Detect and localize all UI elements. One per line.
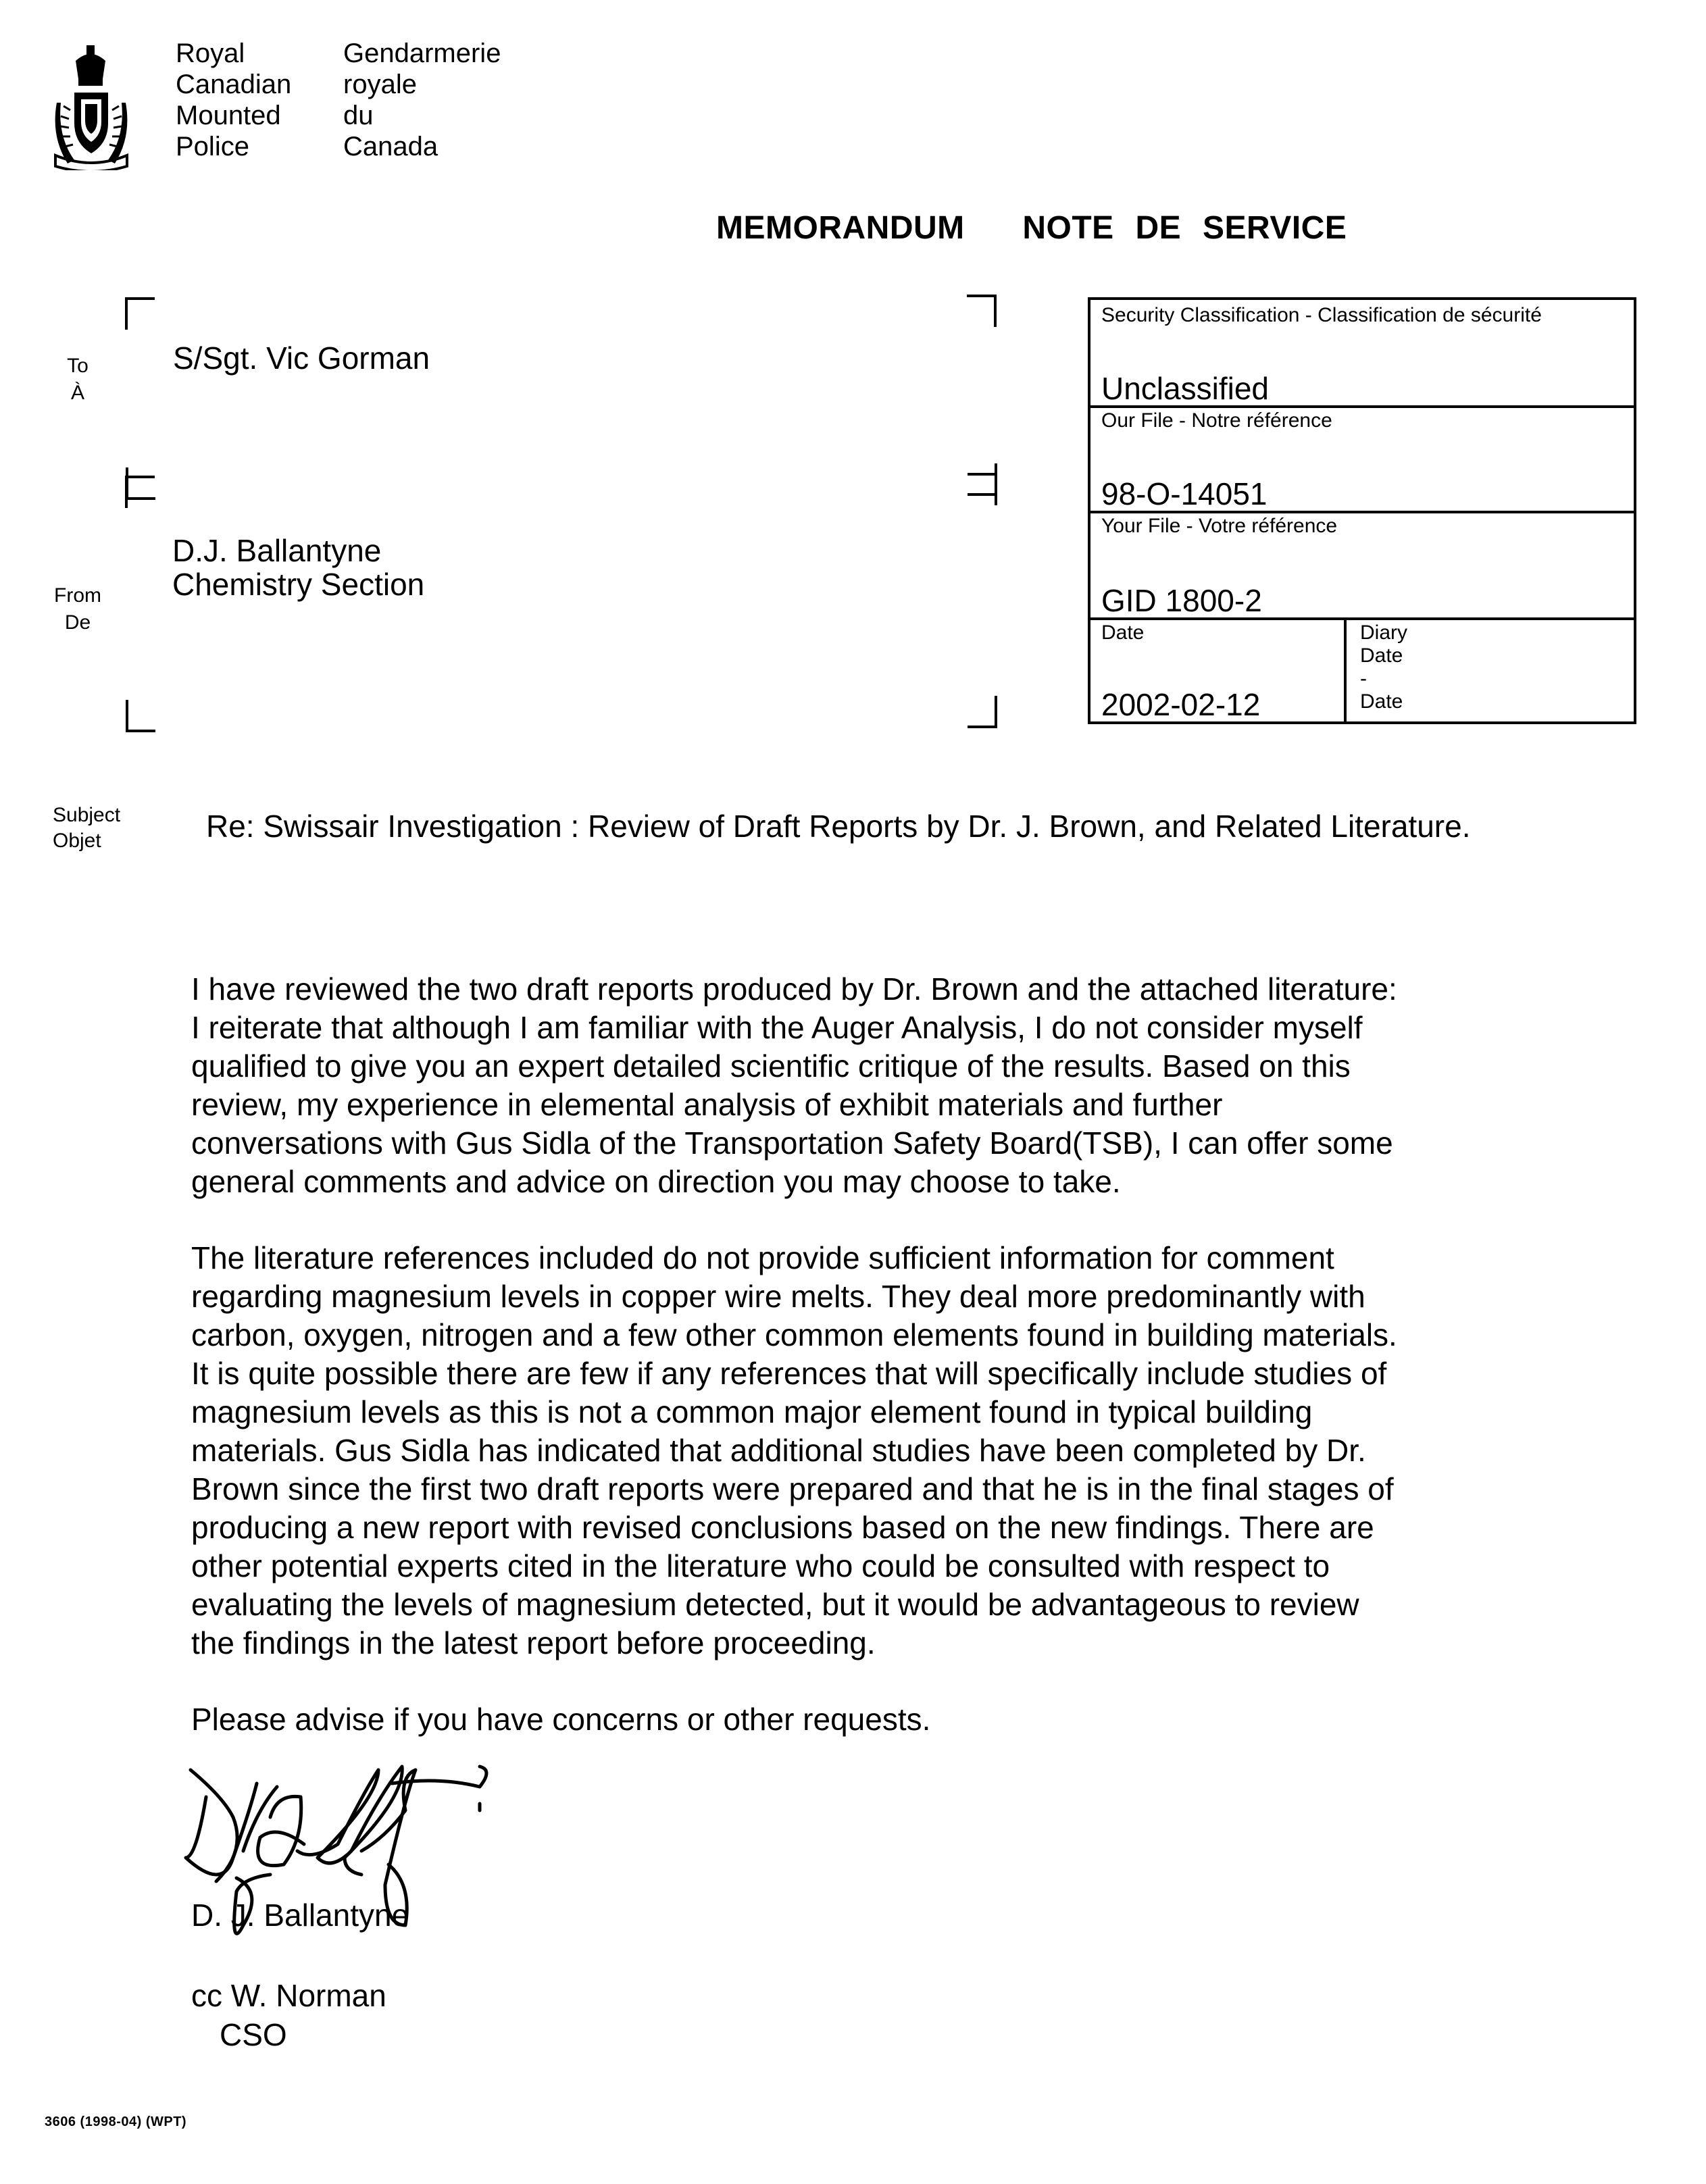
date-value: 2002-02-12	[1101, 687, 1261, 722]
body-line: Brown since the first two draft reports were prepared and that he is in the final stages of	[191, 1471, 1394, 1506]
subject-label	[53, 803, 141, 854]
date-label: Date	[1101, 621, 1145, 644]
cc-recipient: cc W. Norman	[191, 1978, 386, 2013]
date-divider	[1344, 617, 1408, 724]
from-bracket-top-right	[968, 473, 997, 505]
to-bracket-top-right	[967, 295, 997, 327]
from-label	[44, 582, 111, 636]
date-row	[1090, 617, 1634, 724]
body-line: carbon, oxygen, nitrogen and a few other common elements found in building materials.	[191, 1317, 1397, 1352]
org-name-fr	[343, 38, 501, 162]
your-file-value: GID 1800-2	[1101, 583, 1262, 618]
org-name-fr-line: royale	[343, 70, 417, 99]
diary-date-label: Diary Date - Date	[1360, 621, 1408, 713]
body-line: evaluating the levels of magnesium detected, but it would be advantageous to review	[191, 1587, 1359, 1622]
to-label	[54, 353, 101, 407]
subject-text: Re: Swissair Investigation : Review of Draft Reports by Dr. J. Brown, and Related Literature.	[206, 809, 1471, 844]
from-bracket-bottom-right	[968, 696, 997, 728]
body-line: I reiterate that although I am familiar with the Auger Analysis, I do not consider myself	[191, 1010, 1363, 1045]
our-file-value: 98-O-14051	[1101, 476, 1268, 511]
body-line: qualified to give you an expert detailed scientific critique of the results. Based on this	[191, 1048, 1351, 1084]
memo-body	[191, 970, 1542, 1777]
body-line: magnesium levels as this is not a common major element found in typical building	[191, 1394, 1313, 1429]
body-line: Please advise if you have concerns or other requests.	[191, 1702, 931, 1737]
our-file-label: Our File - Notre référence	[1101, 409, 1332, 432]
your-file-label: Your File - Votre référence	[1101, 515, 1338, 537]
our-file-cell	[1090, 405, 1634, 513]
from-label-en: From	[54, 584, 101, 607]
org-name-en-line: Mounted	[176, 101, 281, 130]
org-name-fr-line: du	[343, 101, 374, 130]
body-line: general comments and advice on direction you may choose to take.	[191, 1164, 1121, 1199]
body-line: materials. Gus Sidla has indicated that additional studies have been completed by Dr.	[191, 1433, 1366, 1468]
from-sender	[172, 534, 424, 601]
body-line: conversations with Gus Sidla of the Transportation Safety Board(TSB), I can offer some	[191, 1125, 1393, 1161]
body-line: It is quite possible there are few if any references that will specifically include studies of	[191, 1356, 1387, 1391]
security-classification-value: Unclassified	[1101, 371, 1269, 406]
subject-label-en: Subject	[53, 804, 121, 826]
org-name-en-line: Royal	[176, 39, 245, 68]
to-recipient-line: S/Sgt. Vic Gorman	[173, 340, 430, 376]
from-bracket-top-left	[125, 476, 155, 508]
org-name-en-line: Canadian	[176, 70, 292, 99]
org-name-en	[176, 38, 291, 162]
from-bracket-bottom-left	[126, 700, 155, 732]
body-paragraph-1	[191, 970, 1542, 1201]
body-line: producing a new report with revised conclusions based on the new findings. There are	[191, 1510, 1374, 1545]
cc-block	[191, 1976, 386, 2054]
body-line: regarding magnesium levels in copper wire melts. They deal more predominantly with	[191, 1279, 1365, 1314]
from-sender-line: Chemistry Section	[172, 567, 425, 602]
from-label-fr: De	[64, 611, 91, 634]
body-line: review, my experience in elemental analysis of exhibit materials and further	[191, 1087, 1223, 1122]
org-name-fr-line: Gendarmerie	[343, 39, 501, 68]
subject-label-fr: Objet	[53, 830, 101, 852]
org-name-fr-line: Canada	[343, 132, 438, 161]
body-line: the findings in the latest report before proceeding.	[191, 1625, 876, 1660]
security-classification-label: Security Classification - Classification de sécurité	[1101, 304, 1542, 326]
memo-title	[716, 209, 1347, 247]
body-paragraph-2	[191, 1239, 1542, 1662]
security-classification-cell	[1090, 300, 1634, 408]
signatory-name: D. J. Ballantyne	[191, 1898, 409, 1933]
memo-title-fr: NOTE DE SERVICE	[1022, 210, 1347, 246]
body-line: The literature references included do not provide sufficient information for comment	[191, 1240, 1334, 1275]
your-file-cell	[1090, 511, 1634, 620]
rcmp-crest-icon	[54, 42, 128, 170]
org-name-en-line: Police	[176, 132, 249, 161]
to-bracket-top-left	[125, 297, 155, 330]
memo-title-en: MEMORANDUM	[716, 210, 965, 246]
to-label-fr: À	[70, 382, 84, 404]
from-sender-line: D.J. Ballantyne	[172, 533, 382, 568]
form-code: 3606 (1998-04) (WPT)	[45, 2114, 187, 2129]
to-label-en: To	[67, 355, 89, 377]
file-info-box	[1088, 297, 1636, 724]
body-paragraph-3	[191, 1700, 1542, 1739]
cc-title: CSO	[220, 2017, 287, 2052]
to-recipient	[173, 341, 430, 375]
body-line: other potential experts cited in the literature who could be consulted with respect to	[191, 1548, 1330, 1583]
body-line: I have reviewed the two draft reports produced by Dr. Brown and the attached literature:	[191, 971, 1397, 1007]
